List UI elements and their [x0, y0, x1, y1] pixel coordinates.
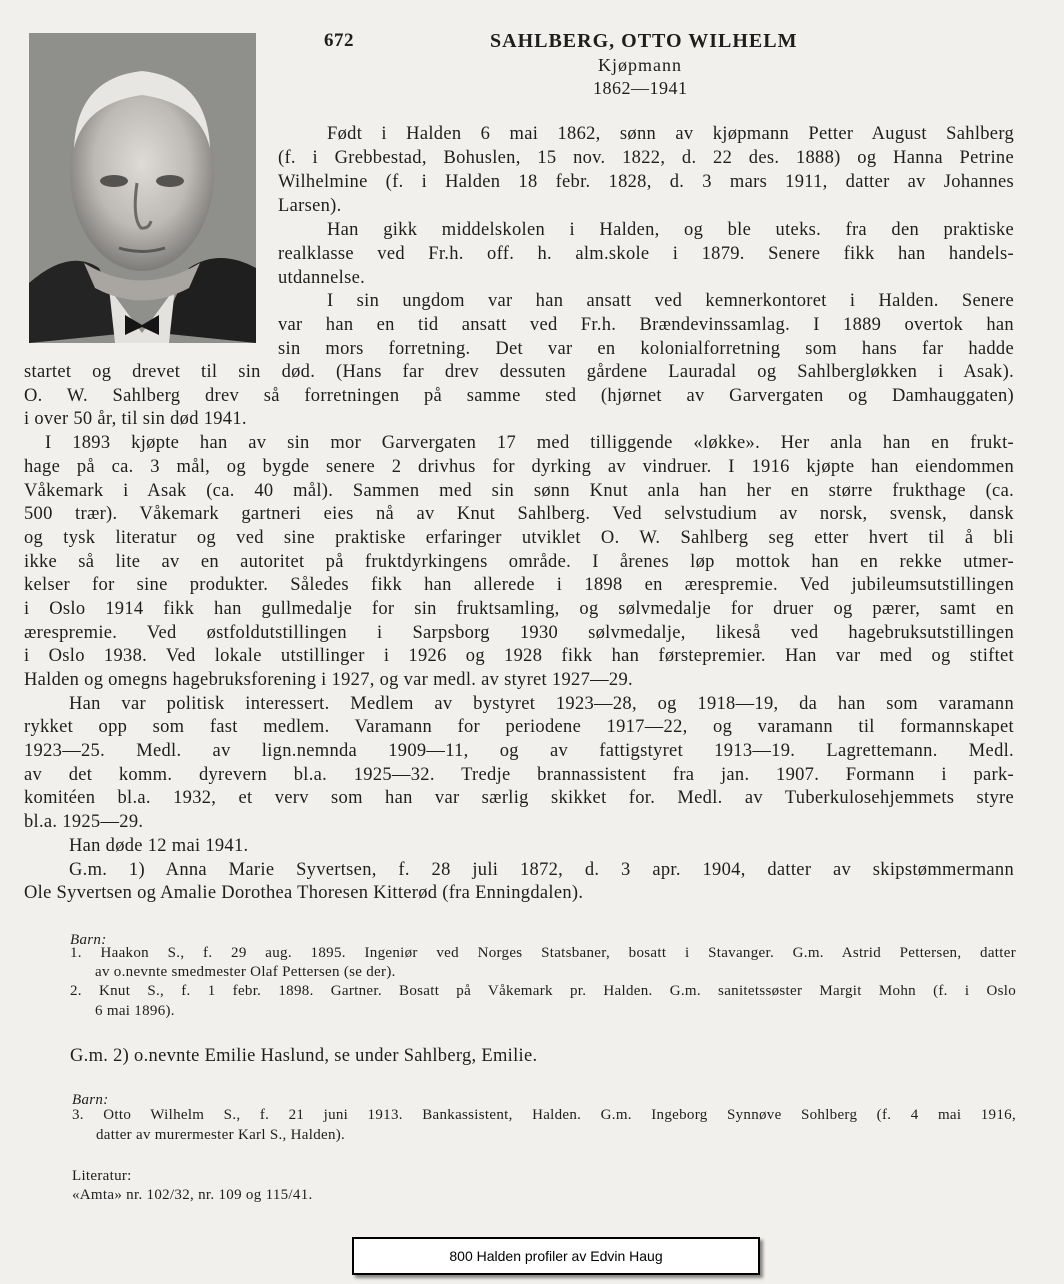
body-line: Våkemark i Asak (ca. 40 mål). Sammen med sin sønn Knut anla han her en større frukthage (ca. — [24, 481, 1014, 501]
body-line: Han var politisk interessert. Medlem av bystyret 1923—28, og 1918—19, da han som varamann — [69, 694, 1014, 714]
body-line: Wilhelmine (f. i Halden 18 febr. 1828, d. 3 mars 1911, datter av Johannes — [278, 172, 1014, 192]
body-line: rykket opp som fast medlem. Varamann for periodene 1917—22, og varamann til formannskapet — [24, 717, 1014, 737]
portrait-photo — [29, 33, 256, 343]
literature-reference: «Amta» nr. 102/32, nr. 109 og 115/41. — [72, 1187, 313, 1203]
body-line: ærespremie. Ved østfoldutstillingen i Sarpsborg 1930 sølvmedalje, likeså ved hagebruksutstillingen — [24, 623, 1014, 643]
body-line: I sin ungdom var han ansatt ved kemnerkontoret i Halden. Senere — [327, 291, 1014, 311]
body-line: var han en tid ansatt ved Fr.h. Brændevinssamlag. I 1889 overtok han — [278, 315, 1014, 335]
body-line: utdannelse. — [278, 268, 366, 288]
body-line: realklasse ved Fr.h. off. h. alm.skole i 1879. Senere fikk han handels- — [278, 244, 1014, 264]
body-line: bl.a. 1925—29. — [24, 812, 144, 832]
body-line: (f. i Grebbestad, Bohuslen, 15 nov. 1822, d. 22 des. 1888) og Hanna Petrine — [278, 148, 1014, 168]
child-entry: 6 mai 1896). — [95, 1003, 175, 1019]
body-line: O. W. Sahlberg drev så forretningen på samme sted (hjørnet av Garvergaten og Damhauggaten) — [24, 386, 1014, 406]
body-line: av det komm. dyrevern bl.a. 1925—32. Tredje brannassistent fra jan. 1907. Formann i park- — [24, 765, 1014, 785]
body-line: Ole Syvertsen og Amalie Dorothea Thoresen Kitterød (fra Enningdalen). — [24, 883, 584, 903]
body-line: i over 50 år, til sin død 1941. — [24, 409, 247, 429]
body-line: Larsen). — [278, 196, 342, 216]
body-line: startet og drevet til sin død. (Hans far drev dessuten gårdene Lauradal og Sahlbergløkken i Asak). — [24, 362, 1014, 382]
body-line: Han døde 12 mai 1941. — [69, 836, 249, 856]
body-line: og tysk literatur og ved sine praktiske erfaringer utviklet O. W. Sahlberg seg etter hvert til å bli — [24, 528, 1014, 548]
lifespan: 1862—1941 — [593, 78, 688, 98]
body-line: i Oslo 1914 fikk han gullmedalje for sin fruktsamling, og sølvmedalje for druer og pærer, samt en — [24, 599, 1014, 619]
body-line: hage på ca. 3 mål, og bygde senere 2 drivhus for dyrking av vindruer. I 1916 kjøpte han eiendommen — [24, 457, 1014, 477]
body-line: Han gikk middelskolen i Halden, og ble uteks. fra den praktiske — [327, 220, 1014, 240]
occupation: Kjøpmann — [598, 55, 682, 75]
body-line: G.m. 1) Anna Marie Syvertsen, f. 28 juli 1872, d. 3 apr. 1904, datter av skipstømmermann — [69, 860, 1014, 880]
body-line: kelser for sine produkter. Således fikk han allerede i 1898 en ærespremie. Ved jubileumsutstillingen — [24, 575, 1014, 595]
page-number: 672 — [324, 30, 354, 51]
child-entry: 3. Otto Wilhelm S., f. 21 juni 1913. Bankassistent, Halden. G.m. Ingeborg Synnøve Sohlberg (f. 4 mai 1916, — [72, 1107, 1016, 1123]
child-entry: 1. Haakon S., f. 29 aug. 1895. Ingeniør ved Norges Statsbaner, bosatt i Stavanger. G.m. Astrid Pettersen, datter — [70, 945, 1016, 961]
body-line: ikke så lite av en autoritet på fruktdyrkingens område. I årenes løp mottok han en rekke utmer- — [24, 552, 1014, 572]
body-line: 1923—25. Medl. av lign.nemnda 1909—11, og av fattigstyret 1913—19. Lagrettemann. Medl. — [24, 741, 1014, 761]
child-entry: datter av murermester Karl S., Halden). — [96, 1127, 346, 1143]
body-line: 500 trær). Våkemark gartneri eies nå av Knut Sahlberg. Ved selvstudium av norsk, svensk, dansk — [24, 504, 1014, 524]
body-line: i Oslo 1938. Ved lokale utstillinger i 1926 og 1928 fikk han førstepremier. Han var med og stiftet — [24, 646, 1014, 666]
child-entry: 2. Knut S., f. 1 febr. 1898. Gartner. Bosatt på Våkemark pr. Halden. G.m. sanitetssøster Margit Mohn (f. i Oslo — [70, 983, 1016, 999]
body-line: Halden og omegns hagebruksforening i 1927, og var medl. av styret 1927—29. — [24, 670, 633, 690]
children-heading: Barn: — [70, 932, 107, 948]
body-line: komitéen bl.a. 1932, et verv som han var særlig skikket for. Medl. av Tuberkulosehjemmets styre — [24, 788, 1014, 808]
entry-name: SAHLBERG, OTTO WILHELM — [490, 30, 798, 52]
footer-caption: 800 Halden profiler av Edvin Haug — [352, 1237, 760, 1275]
literature-heading: Literatur: — [72, 1168, 132, 1184]
body-line: Født i Halden 6 mai 1862, sønn av kjøpmann Petter August Sahlberg — [327, 124, 1014, 144]
body-line: sin mors forretning. Det var en kolonialforretning som hans far hadde — [278, 339, 1014, 359]
second-marriage: G.m. 2) o.nevnte Emilie Haslund, se under Sahlberg, Emilie. — [70, 1046, 538, 1066]
body-line: I 1893 kjøpte han av sin mor Garvergaten 17 med tilliggende «løkke». Her anla han en frukt- — [45, 433, 1014, 453]
children-heading: Barn: — [72, 1092, 109, 1108]
child-entry: av o.nevnte smedmester Olaf Pettersen (se der). — [95, 964, 396, 980]
